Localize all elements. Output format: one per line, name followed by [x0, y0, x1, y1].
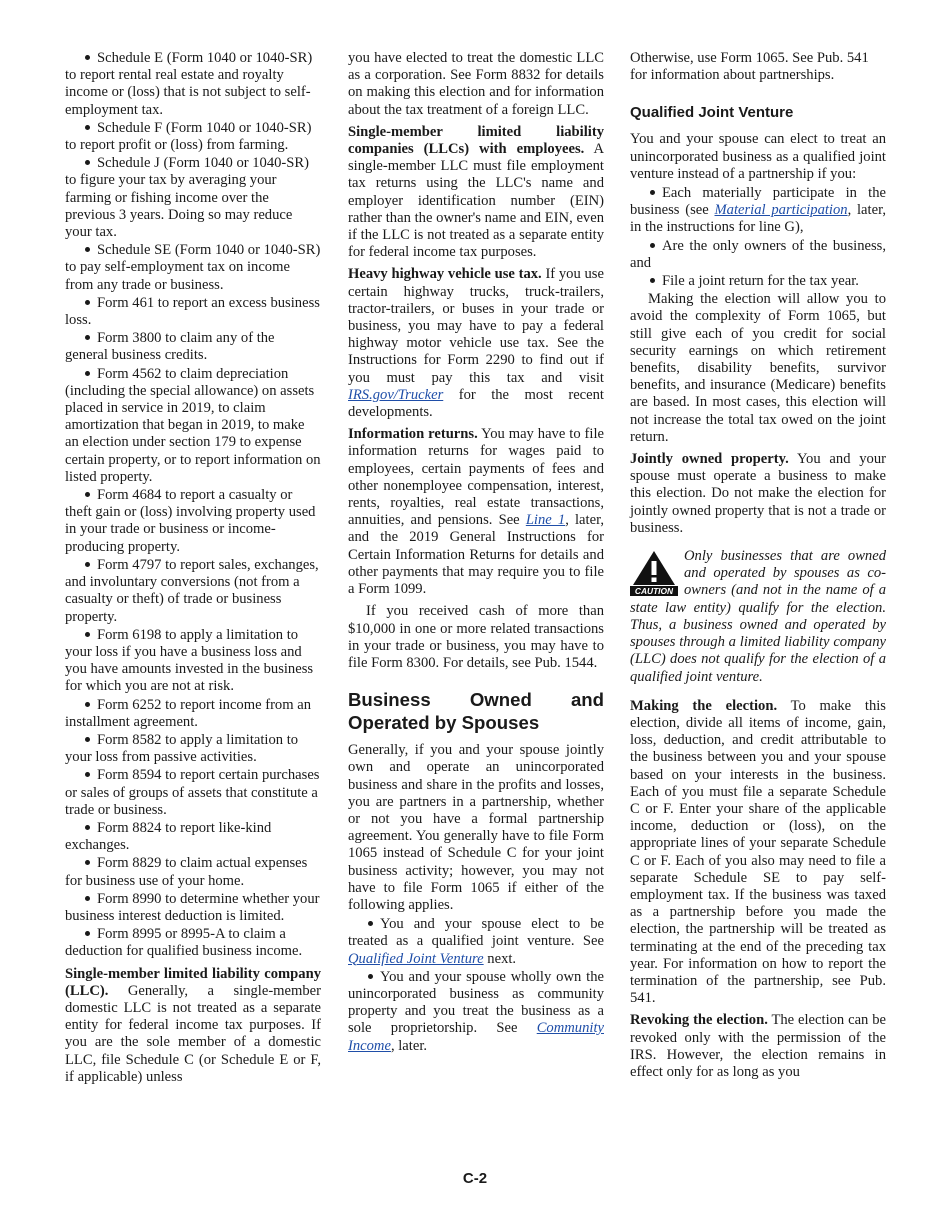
list-item: Form 4562 to claim depreciation (including the special allowance) on assets placed in service in 2019, to claim amortization that began in 2019, to make an election under section 179 to expense certain property, or to report information on listed property. — [65, 365, 321, 485]
column-2 — [348, 50, 604, 1056]
form-list — [65, 50, 321, 961]
caution-text: Only businesses that are owned and operated by spouses as co-owners (and not in the name of a state law entity) qualify for the election. Thus, a business owned and operated by spouses through a limited liability company (LLC) does not qualify for the election of a qualified joint venture. — [630, 548, 886, 685]
caution-note — [630, 548, 886, 686]
list-item: Form 8995 or 8995-A to claim a deduction for qualified business income. — [65, 926, 303, 960]
qjv-paragraph: You and your spouse can elect to treat an unincorporated business as a qualified joint venture instead of a partnership if you: — [630, 131, 886, 182]
list-item: Form 461 to report an excess business loss. — [65, 294, 320, 329]
page-number: C-2 — [462, 1170, 488, 1187]
jointly-owned-paragraph: Jointly owned property. You and your spouse must operate a business to make this election. Do not make the election for jointly owned property that is not a trade or business. — [630, 451, 886, 536]
spouses-paragraph: Generally, if you and your spouse jointly own and operate an unincorporated business and share in the profits and losses, you are partners in a partnership, whether or not you have a formal partnership agreement. You generally have to file Form 1065 instead of Schedule C for your joint business activity; however, you may not have to file Form 1065 if either of the following applies. — [348, 742, 604, 913]
partnership-continued: Otherwise, use Form 1065. See Pub. 541 for information about partnerships. — [630, 50, 869, 84]
material-participation-link[interactable]: Material participation — [714, 202, 848, 219]
revoking-election-paragraph: Revoking the election. The election can be revoked only with the permission of the IRS. However, the election remains in effect only for as long as you — [630, 1012, 886, 1080]
information-returns-heading: Information returns. — [348, 426, 478, 443]
list-item: Schedule J (Form 1040 or 1040-SR) to figure your tax by averaging your farming or fishing income over the previous 3 years. Doing so may reduce your tax. — [65, 155, 310, 241]
list-item: Form 8824 to report like-kind exchanges. — [65, 819, 272, 854]
list-item: Form 8582 to apply a limitation to your loss from passive activities. — [65, 731, 299, 766]
list-item: Each materially participate in the business (see Material participation, later, in the instructions for line G), — [630, 185, 886, 236]
list-item: Form 6198 to apply a limitation to your loss if you have a business loss and you have amounts invested in the business for which you are not at risk. — [65, 626, 314, 695]
making-election-paragraph: Making the election. To make this election, divide all items of income, gain, loss, deduction, and credit attributable to the business between you and your spouse based on your interests in the business. Each of you must file a separate Schedule C or F. Enter your share of the applicable income, deduction or (loss), on the appropriate lines of your separate Schedule C or F. Each of you also may need to file a separate Schedule SE to pay self-employment tax. If the business was taxed as a partnership before you made the election, the partnership will be treated as terminating at the end of the preceding tax year. For information on how to report the termination of the partnership, see Pub. 541. — [630, 697, 886, 1007]
llc-employees-paragraph: Single-member limited liability companies (LLCs) with employees. A single-member LLC must file employment tax returns using the LLC's name and employer identification number (EIN) rather than the owner's name and EIN, even if the LLC is not treated as a separate entity for federal income tax purposes. — [348, 123, 605, 261]
making-election-heading: Making the election. — [630, 697, 778, 714]
list-item: You and your spouse elect to be treated as a qualified joint venture. See Qualified Joint Venture next. — [348, 916, 604, 967]
list-item: Form 8990 to determine whether your business interest deduction is limited. — [65, 890, 320, 924]
llc-continued: you have elected to treat the domestic LLC as a corporation. See Form 8832 for details on making this election and for information about the tax treatment of a foreign LLC. — [348, 50, 604, 118]
list-item: Form 8829 to claim actual expenses for business use of your home. — [65, 855, 308, 889]
jointly-owned-heading: Jointly owned property. — [630, 451, 789, 468]
cash-paragraph: If you received cash of more than $10,000 in one or more related transactions in your trade or business, you may have to file Form 8300. For details, see Pub. 1544. — [348, 603, 604, 671]
caution-icon — [630, 550, 678, 596]
llc-employees-heading: Single-member limited liability companies (LLCs) with employees. — [348, 123, 604, 158]
election-benefits-paragraph: Making the election will allow you to avoid the complexity of Form 1065, but still give each of you credit for social security earnings on which retirement benefits, disability benefits, survivor benefits, and insurance (Medicare) benefits are based. In most cases, this election will not increase the total tax owed on the joint return. — [630, 291, 886, 445]
list-item: Form 6252 to report income from an installment agreement. — [65, 696, 311, 730]
list-item: Schedule E (Form 1040 or 1040-SR) to report rental real estate and royalty income or (loss) that is not subject to self-employment tax. — [65, 50, 313, 118]
community-income-link[interactable]: Community Income — [348, 1020, 604, 1054]
qualified-joint-venture-link[interactable]: Qualified Joint Venture — [348, 950, 484, 967]
column-1 — [65, 50, 321, 1086]
list-item: Schedule SE (Form 1040 or 1040-SR) to pay self-employment tax on income from any trade or business. — [65, 242, 321, 293]
llc-paragraph: Single-member limited liability company (LLC). Generally, a single-member domestic LLC is not treated as a separate entity for federal income tax purposes. If you are the sole member of a domestic LLC, file Schedule C (or Schedule E or F, if applicable) unless — [65, 965, 321, 1085]
line-1-link[interactable]: Line 1 — [525, 512, 566, 529]
highway-tax-heading: Heavy highway vehicle use tax. — [348, 266, 542, 283]
section-title: Business Owned and Operated by Spouses — [348, 689, 604, 734]
list-item: Form 4684 to report a casualty or theft gain or (loss) involving property used in your trade or business or income-producing property. — [65, 487, 316, 555]
list-item: Schedule F (Form 1040 or 1040-SR) to report profit or (loss) from farming. — [65, 119, 312, 154]
list-item: Form 3800 to claim any of the general business credits. — [65, 330, 275, 364]
column-3 — [630, 50, 886, 1081]
list-item: Form 4797 to report sales, exchanges, and involuntary conversions (not from a casualty or theft) of trade or business property. — [65, 556, 319, 625]
irs-trucker-link[interactable]: IRS.gov/Trucker — [348, 386, 444, 403]
revoking-election-heading: Revoking the election. — [630, 1012, 768, 1029]
list-item: File a joint return for the tax year. — [630, 273, 886, 290]
list-item: Form 8594 to report certain purchases or sales of groups of assets that constitute a trade or business. — [65, 767, 320, 818]
list-item: You and your spouse wholly own the unincorporated business as community property and you treat the business as a sole proprietorship. See Community Income, later. — [348, 968, 604, 1054]
highway-tax-paragraph: Heavy highway vehicle use tax. If you use certain highway trucks, truck-trailers, tractor-trailers, or buses in your trade or business, you may have to pay a federal highway motor vehicle use tax. See the Instructions for Form 2290 to find out if you must pay this tax and visit IRS.gov/Trucker for the most recent developments. — [348, 266, 604, 421]
information-returns-paragraph: Information returns. You may have to file information returns for wages paid to employees, certain payments of fees and other nonemployee compensation, interest, rents, royalties, real estate transactions, annuities, and pensions. See Line 1, later, and the 2019 General Instructions for Certain Information Returns for details and other payments that may require you to file a Form 1099. — [348, 426, 604, 598]
qualified-joint-venture-heading: Qualified Joint Venture — [630, 104, 794, 122]
llc-heading: Single-member limited liability company (LLC). — [65, 965, 321, 999]
caution-label: CAUTION — [634, 586, 674, 597]
list-item: Are the only owners of the business, and — [630, 237, 886, 271]
